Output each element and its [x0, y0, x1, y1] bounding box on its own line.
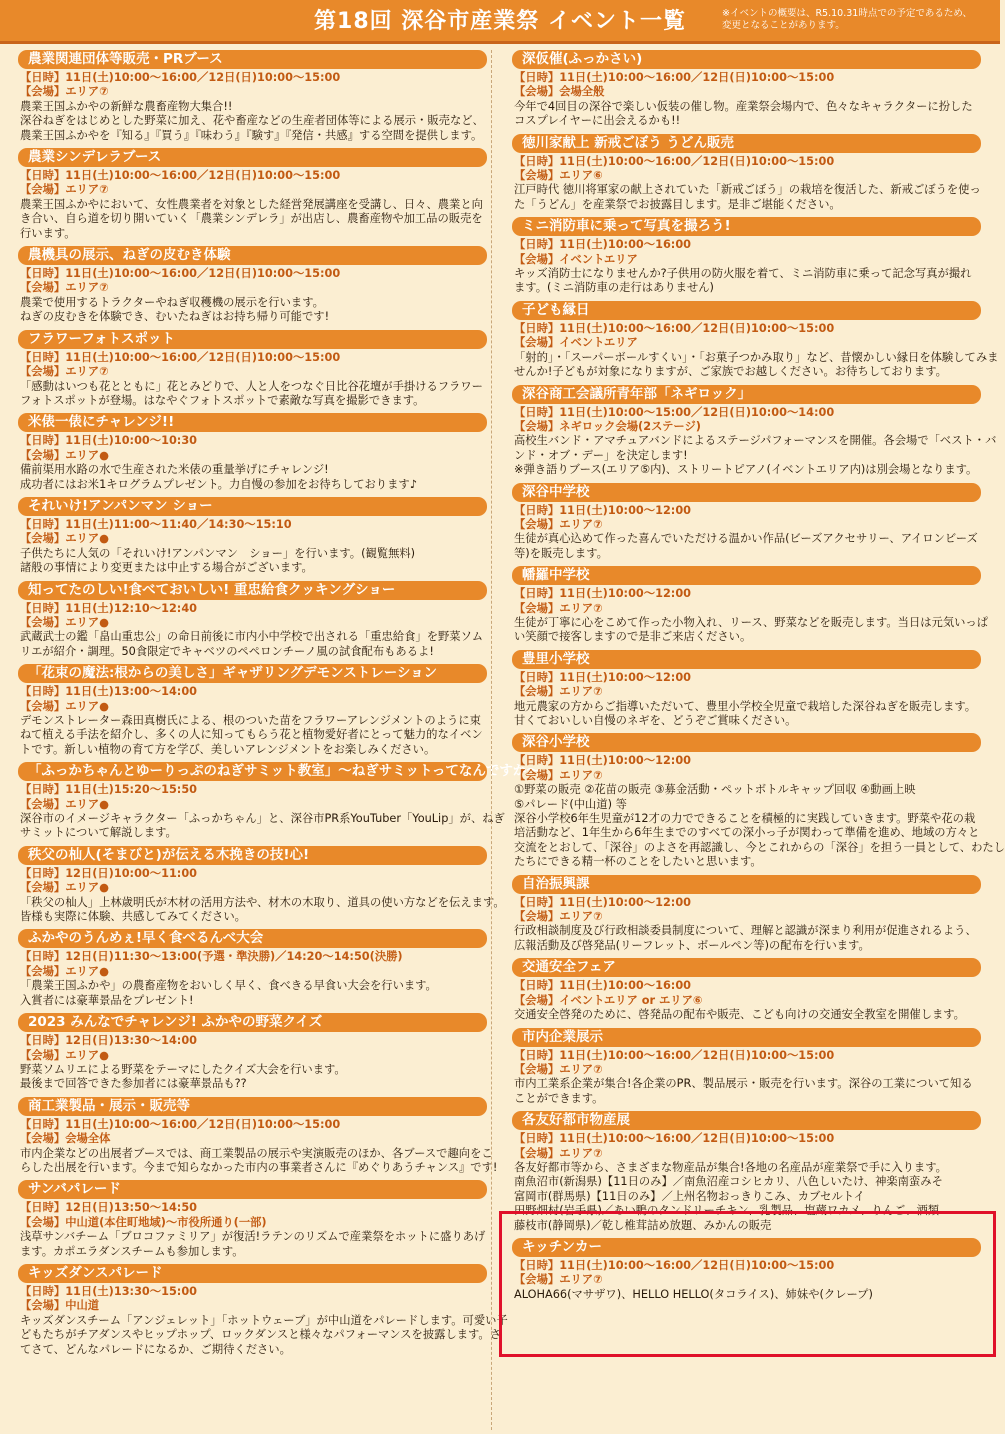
- event-block: [12, 148, 487, 241]
- event-description-line: どもたちがチアダンスやヒップホップ、ロックダンスと様々なパフォーマンスを披露します。さ: [20, 1328, 502, 1342]
- event-venue: 【会場】エリア⑦: [20, 281, 109, 295]
- event-block: [12, 581, 487, 660]
- column-divider: [491, 50, 492, 1430]
- event-title: 交通安全フェア: [512, 958, 981, 977]
- event-description-line: 高校生バンド・アマチュアバンドによるステージパフォーマンスを開催。各会場で「ベスト・バ: [514, 434, 997, 448]
- event-description-line: 江戸時代 徳川将軍家の献上されていた「新戒ごぼう」の栽培を復活した、新戒ごぼうを使っ: [514, 183, 981, 197]
- event-block: [12, 330, 487, 409]
- event-description-line: 生徒が真心込めて作った喜んでいただける温かい作品(ビーズアクセサリー、アイロンビーズ: [514, 532, 978, 546]
- event-description-line: 生徒が丁寧に心をこめて作った小物入れ、リース、野菜などを販売します。当日は元気いっぱ: [514, 615, 989, 629]
- event-title: 「花束の魔法:根からの美しさ」ギャザリングデモンストレーション: [18, 664, 487, 683]
- event-description-line: ます。カポエラダンスチームも参加します。: [20, 1244, 244, 1258]
- event-description-line: 入賞者には豪華景品をプレゼント!: [20, 993, 194, 1007]
- event-datetime: 【日時】11日(土)10:00〜12:00: [514, 587, 692, 601]
- event-title: 市内企業展示: [512, 1028, 981, 1047]
- event-title: 各友好都市物産展: [512, 1111, 981, 1130]
- event-description-line: 皆様も実際に体験、共感してみてください。: [20, 910, 246, 924]
- event-description-line: 「感動はいつも花とともに」花とみどりで、人と人をつなぐ日比谷花壇が手掛けるフラワー: [20, 379, 483, 393]
- event-block: [12, 413, 487, 492]
- event-datetime: 【日時】11日(土)10:00〜16:00／12日(日)10:00〜15:00: [514, 321, 835, 335]
- event-datetime: 【日時】11日(土)13:00〜14:00: [20, 685, 198, 699]
- event-description-line: てさて、どんなパレードになるか、ご期待ください。: [20, 1342, 291, 1356]
- page-header: [0, 0, 1000, 44]
- event-datetime: 【日時】11日(土)10:00〜16:00／12日(日)10:00〜15:00: [20, 71, 341, 84]
- event-description-line: 行います。: [20, 226, 76, 240]
- event-title: 2023 みんなでチャレンジ! ふかやの野菜クイズ: [18, 1013, 487, 1032]
- event-description-line: 農業王国ふかやを『知る』『買う』『味わう』『験す』『発信・共感』する空間を提供します。: [20, 128, 483, 142]
- header-note: [722, 8, 994, 32]
- event-datetime: 【日時】12日(日)11:30〜13:00(予選・準決勝)／14:20〜14:50(決勝): [20, 950, 403, 964]
- event-venue: 【会場】エリア●: [20, 448, 109, 462]
- event-description-line: 深谷ねぎをはじめとした野菜に加え、花や畜産などの生産者団体等による展示・販売など、: [20, 114, 484, 128]
- event-venue: 【会場】イベントエリア: [514, 252, 638, 266]
- event-description-line: 農業王国ふかやの新鮮な農畜産物大集合!!: [20, 99, 233, 113]
- event-datetime: 【日時】12日(日)10:00〜11:00: [20, 866, 198, 880]
- event-block: [12, 246, 487, 325]
- event-block: [506, 134, 981, 213]
- event-description-line: キッズダンスチーム「アンジェレット」「ホットウェーブ」が中山道をパレードします。可愛い子: [20, 1313, 508, 1327]
- event-description-line: 市内企業などの出展者ブースでは、商工業製品の展示や実演販売のほか、各ブースで趣向をこ: [20, 1146, 493, 1160]
- event-title: 幡羅中学校: [512, 566, 981, 585]
- header-note-line-2: 変更となることがあります。: [722, 20, 845, 31]
- event-title: 農機具の展示、ねぎの皮むき体験: [18, 246, 487, 265]
- event-description-line: 「農業王国ふかや」の農畜産物をおいしく早く、食べきる早食い大会を行います。: [20, 979, 437, 993]
- event-venue: 【会場】エリア⑦: [514, 910, 603, 924]
- event-venue: 【会場】エリア●: [20, 881, 109, 895]
- event-description-line: 備前渠用水路の水で生産された米俵の重量挙げにチャレンジ!: [20, 463, 329, 477]
- event-description-line: サミットについて解説します。: [20, 826, 177, 840]
- event-description-line: 農業で使用するトラクターやねぎ収穫機の展示を行います。: [20, 295, 324, 309]
- event-block: [12, 1264, 508, 1357]
- event-datetime: 【日時】11日(土)12:10〜12:40: [20, 601, 198, 615]
- event-description-line: ます。(ミニ消防車の走行はありません): [514, 281, 714, 295]
- event-description-line: 成功者にはお米1キログラムプレゼント。力自慢の参加をお待ちしております♪: [20, 477, 417, 491]
- event-title: 自治振興課: [512, 875, 981, 894]
- event-title: 米俵一俵にチャレンジ!!: [18, 413, 487, 432]
- event-venue: 【会場】エリア⑦: [20, 85, 109, 99]
- event-datetime: 【日時】11日(土)10:00〜12:00: [514, 895, 692, 909]
- event-title: 農業関連団体等販売・PRブース: [18, 50, 487, 69]
- event-block: [506, 50, 981, 129]
- event-venue: 【会場】エリア⑦: [514, 601, 603, 615]
- event-description-line: キッズ消防士になりませんか?子供用の防火服を着て、ミニ消防車に乗って記念写真が撮れ: [514, 267, 972, 281]
- event-venue: 【会場】会場全体: [20, 1132, 111, 1146]
- event-description-line: 田野畑村(岩手県)／あい鴨のタンドリーチキン、乳製品、塩蔵ワカメ、りんご、酒類: [514, 1204, 940, 1218]
- event-venue: 【会場】イベントエリア or エリア⑥: [514, 993, 703, 1007]
- event-venue: 【会場】イベントエリア: [514, 336, 638, 350]
- event-description-line: 市内工業系企業が集合!各企業のPR、製品展示・販売を行います。深谷の工業について知る: [514, 1077, 973, 1091]
- event-description-line: 農業王国ふかやにおいて、女性農業者を対象とした経営発展講座を受講し、日々、農業と向: [20, 197, 483, 211]
- event-block: [12, 1180, 487, 1259]
- event-datetime: 【日時】11日(土)10:00〜16:00／12日(日)10:00〜15:00: [20, 350, 341, 364]
- event-block: [506, 217, 981, 296]
- event-description-line: ALOHA66(マサザワ)、HELLO HELLO(タコライス)、姉妹や(クレープ): [514, 1287, 873, 1301]
- event-datetime: 【日時】11日(土)10:00〜16:00／12日(日)10:00〜15:00: [514, 71, 835, 84]
- event-venue: 【会場】エリア⑦: [514, 1273, 603, 1287]
- event-datetime: 【日時】11日(土)10:00〜12:00: [514, 754, 692, 768]
- event-title: 子ども縁日: [512, 301, 981, 320]
- event-datetime: 【日時】11日(土)10:00〜16:00／12日(日)10:00〜15:00: [20, 169, 341, 183]
- event-venue: 【会場】エリア●: [20, 532, 109, 546]
- event-title: 秩父の杣人(そまびと)が伝える木挽きの技!心!: [18, 846, 487, 865]
- event-venue: 【会場】エリア●: [20, 699, 109, 713]
- event-description-line: 子供たちに人気の「それいけ!アンパンマン ショー」を行います。(観覧無料): [20, 546, 416, 560]
- event-description-line: ンド・オブ・デー」を決定します!: [514, 448, 688, 462]
- event-description-line: た「うどん」を産業祭でお披露目します。是非ご堪能ください。: [514, 197, 841, 211]
- event-block: [12, 846, 505, 925]
- event-block: [506, 301, 999, 380]
- event-block: [506, 385, 997, 478]
- event-block: [506, 1111, 981, 1233]
- event-datetime: 【日時】11日(土)10:00〜16:00／12日(日)10:00〜15:00: [514, 1132, 835, 1146]
- event-description-line: 今年で4回目の深谷で楽しい仮装の催し物。産業祭会場内で、色々なキャラクターに扮した: [514, 99, 973, 113]
- event-datetime: 【日時】11日(土)11:00〜11:40／14:30〜15:10: [20, 517, 292, 531]
- event-block: [506, 733, 1005, 869]
- event-description-line: 南魚沼市(新潟県)【11日のみ】／南魚沼産コシヒカリ、八色しいたけ、神楽南蛮みそ: [514, 1175, 943, 1189]
- event-datetime: 【日時】11日(土)10:00〜16:00: [514, 238, 692, 252]
- page-title: 第18回 深谷市産業祭 イベント一覧: [314, 9, 686, 34]
- event-title: 徳川家献上 新戒ごぼう うどん販売: [512, 134, 981, 153]
- event-block: [12, 1097, 498, 1176]
- event-title: フラワーフォトスポット: [18, 330, 487, 349]
- right-column: [506, 50, 1005, 1307]
- event-description-line: ①野菜の販売 ②花苗の販売 ③募金活動・ペットボトルキャップ回収 ④動画上映: [514, 783, 916, 797]
- event-block: [506, 566, 989, 645]
- event-block: [12, 497, 487, 576]
- event-venue: 【会場】ネギロック会場(2ステージ): [514, 419, 701, 433]
- event-description-line: 深谷市のイメージキャラクター「ふっかちゃん」と、深谷市PR系YouTuber「YouLip」が、ねぎ: [20, 812, 505, 826]
- event-title: サンバパレード: [18, 1180, 487, 1199]
- event-description-line: らした出展を行います。今まで知らなかった市内の事業者さんに『めぐりあうチャンス』です!: [20, 1160, 498, 1174]
- event-description-line: 等)を販売します。: [514, 546, 608, 560]
- event-description-line: ことができます。: [514, 1091, 604, 1105]
- event-title: 深仮催(ふっかさい): [512, 50, 981, 69]
- event-description-line: 野菜ソムリエによる野菜をテーマにしたクイズ大会を行います。: [20, 1062, 346, 1076]
- event-description-line: 各友好都市等から、さまざまな物産品が集合!各地の名産品が産業祭で手に入ります。: [514, 1160, 947, 1174]
- event-description-line: 地元農家の方からご指導いただいて、豊里小学校全児童で栽培した深谷ねぎを販売します。: [514, 699, 977, 713]
- event-block: [12, 1013, 487, 1092]
- event-datetime: 【日時】11日(土)10:00〜15:00／12日(日)10:00〜14:00: [514, 405, 835, 419]
- event-description-line: コスプレイヤーに出会えるかも!!: [514, 114, 681, 128]
- event-description-line: ⑤パレード(中山道) 等: [514, 797, 627, 811]
- event-block: [12, 50, 487, 143]
- event-description-line: 培活動など、1年生から6年生までのすべての深小っ子が関わって準備を進め、地域の方々と: [514, 826, 980, 840]
- event-datetime: 【日時】12日(日)13:50〜14:50: [20, 1201, 198, 1215]
- event-venue: 【会場】エリア⑦: [514, 1062, 603, 1076]
- event-title: キッズダンスパレード: [18, 1264, 487, 1283]
- event-block: [506, 875, 981, 954]
- event-datetime: 【日時】11日(土)10:00〜12:00: [514, 670, 692, 684]
- event-datetime: 【日時】11日(土)10:00〜16:00／12日(日)10:00〜15:00: [20, 1117, 341, 1131]
- event-description-line: フォトスポットが登場。はなやぐフォトスポットで素敵な写真を撮影できます。: [20, 393, 425, 407]
- event-venue: 【会場】エリア⑦: [514, 685, 603, 699]
- event-venue: 【会場】中山道(本住町地域)〜市役所通り(一部): [20, 1215, 267, 1229]
- event-block: [506, 483, 981, 562]
- event-description-line: 浅草サンバチーム「ブロコファミリア」が復活!ラテンのリズムで産業祭をホットに盛りあげ: [20, 1230, 486, 1244]
- event-datetime: 【日時】11日(土)15:20〜15:50: [20, 783, 198, 797]
- event-datetime: 【日時】11日(土)10:00〜16:00／12日(日)10:00〜15:00: [20, 267, 341, 281]
- event-venue: 【会場】エリア●: [20, 1048, 109, 1062]
- event-description-line: 交通安全啓発のために、啓発品の配布や販売、こども向けの交通安全教室を開催します。: [514, 1008, 965, 1022]
- event-description-line: 最後まで回答できた参加者には豪華景品も??: [20, 1077, 247, 1091]
- event-venue: 【会場】エリア⑦: [514, 768, 603, 782]
- event-description-line: トです。新しい植物の育て方を学び、美しいアレンジメントをお楽しみください。: [20, 742, 436, 756]
- event-description-line: 諸般の事情により変更または中止する場合がございます。: [20, 561, 313, 575]
- event-datetime: 【日時】11日(土)13:30〜15:00: [20, 1284, 198, 1298]
- event-description-line: 広報活動及び啓発品(リーフレット、ボールペン等)の配布を行います。: [514, 938, 870, 952]
- event-description-line: き合い、自ら道を切り開いていく「農業シンデレラ」が出店し、農畜産物や加工品の販売を: [20, 212, 483, 226]
- event-title: 深谷中学校: [512, 483, 981, 502]
- header-note-line-1: ※イベントの概要は、R5.10.31時点での予定であるため、: [722, 8, 972, 19]
- event-datetime: 【日時】11日(土)10:00〜12:00: [514, 503, 692, 517]
- event-datetime: 【日時】11日(土)10:00〜16:00: [514, 979, 692, 993]
- event-description-line: リエが紹介・調理。50食限定でキャベツのペペロンチーノ風の試食配布もあるよ!: [20, 644, 434, 658]
- event-description-line: 富岡市(群馬県)【11日のみ】／上州名物おっきりこみ、カブセルトイ: [514, 1189, 865, 1203]
- event-title: キッチンカー: [512, 1238, 981, 1257]
- event-block: [506, 958, 981, 1022]
- event-block: [506, 1238, 981, 1302]
- event-title: ふかやのうんめぇ!早く食べるんべ大会: [18, 929, 487, 948]
- event-title: 深谷小学校: [512, 733, 981, 752]
- left-column: [12, 50, 540, 1362]
- event-venue: 【会場】エリア●: [20, 797, 109, 811]
- event-venue: 【会場】エリア●: [20, 615, 109, 629]
- event-block: [506, 1028, 981, 1107]
- event-title: ミニ消防車に乗って写真を撮ろう!: [512, 217, 981, 236]
- event-venue: 【会場】エリア⑦: [514, 1146, 603, 1160]
- event-description-line: せんか!子どもが対象になりますが、ご家族でお越しください。お待ちしております。: [514, 365, 947, 379]
- event-datetime: 【日時】11日(土)10:00〜16:00／12日(日)10:00〜15:00: [514, 1258, 835, 1272]
- event-description-line: 深谷小学校6年生児童が12才の力でできることを積極的に実践していきます。野菜や花の栽: [514, 812, 976, 826]
- event-description-line: ※弾き語りブース(エリア⑤内)、ストリートピアノ(イベントエリア内)は別会場となります。: [514, 463, 978, 477]
- event-description-line: たちにできる精一杯のことをしたいと思います。: [514, 855, 762, 869]
- event-title: 豊里小学校: [512, 650, 981, 669]
- event-block: [12, 762, 540, 841]
- event-venue: 【会場】会場全般: [514, 85, 605, 99]
- event-description-line: 武蔵武士の鑑「畠山重忠公」の命日前後に市内小中学校で出される「重忠給食」を野菜ソム: [20, 630, 484, 644]
- event-datetime: 【日時】11日(土)10:00〜16:00／12日(日)10:00〜15:00: [514, 1048, 835, 1062]
- event-title: 知ってたのしい!食べておいしい! 重忠給食クッキングショー: [18, 581, 487, 600]
- event-description-line: 「射的」・「スーパーボールすくい」・「お菓子つかみ取り」など、昔懐かしい縁日を体験してみま: [514, 350, 999, 364]
- event-venue: 【会場】エリア⑦: [20, 365, 109, 379]
- event-title: 商工業製品・展示・販売等: [18, 1097, 487, 1116]
- event-description-line: 交流をとおして、「深谷」のよさを再認識し、今とこれからの「深谷」を担う一員として、わたし: [514, 840, 1005, 854]
- event-block: [12, 664, 487, 757]
- event-description-line: 行政相談制度及び行政相談委員制度について、理解と認識が深まり利用が促進されるよう、: [514, 924, 977, 938]
- event-venue: 【会場】エリア⑥: [514, 169, 603, 183]
- event-title: 「ふっかちゃんとゆーりっぷのねぎサミット教室」〜ねぎサミットってなんですか〜: [18, 762, 487, 781]
- event-venue: 【会場】エリア●: [20, 964, 109, 978]
- event-block: [506, 650, 981, 729]
- event-venue: 【会場】エリア⑦: [514, 517, 603, 531]
- event-description-line: い笑顔で接客しますので是非ご来店ください。: [514, 630, 752, 644]
- event-venue: 【会場】中山道: [20, 1299, 100, 1313]
- event-description-line: デモンストレーター森田真樹氏による、根のついた苗をフラワーアレンジメントのように束: [20, 714, 481, 727]
- event-description-line: 「秩父の杣人」上林歳明氏が木材の活用方法や、材木の木取り、道具の使い方などを伝えます。: [20, 895, 505, 909]
- event-description-line: ねぎの皮むきを体験でき、むいたねぎはお持ち帰り可能です!: [20, 310, 330, 324]
- event-title: 深谷商工会議所青年部「ネギロック」: [512, 385, 981, 404]
- event-venue: 【会場】エリア⑦: [20, 183, 109, 197]
- event-description-line: ねて植える手法を紹介し、多くの人に知ってもらう花と植物愛好者にとって魅力的なイベン: [20, 728, 483, 742]
- event-description-line: 藤枝市(静岡県)／乾し椎茸詰め放題、みかんの販売: [514, 1218, 772, 1232]
- event-description-line: 甘くておいしい自慢のネギを、どうぞご賞味ください。: [514, 714, 797, 727]
- event-title: それいけ!アンパンマン ショー: [18, 497, 487, 516]
- event-datetime: 【日時】11日(土)10:00〜10:30: [20, 434, 198, 448]
- event-block: [12, 929, 487, 1008]
- event-datetime: 【日時】12日(日)13:30〜14:00: [20, 1034, 198, 1048]
- event-datetime: 【日時】11日(土)10:00〜16:00／12日(日)10:00〜15:00: [514, 154, 835, 168]
- event-title: 農業シンデレラブース: [18, 148, 487, 167]
